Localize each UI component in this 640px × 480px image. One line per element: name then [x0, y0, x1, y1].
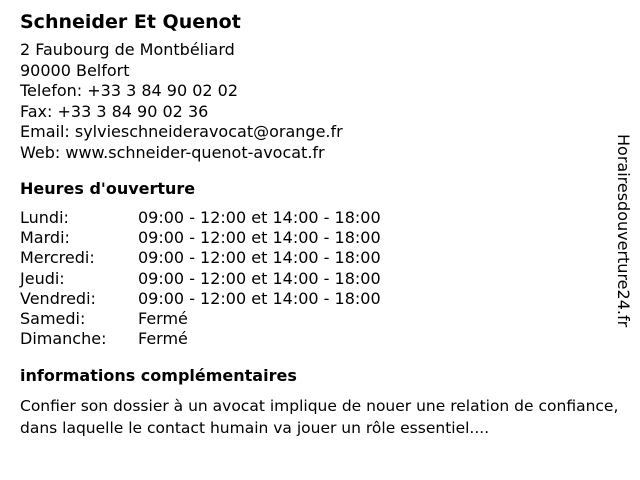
address-line-1: 2 Faubourg de Montbéliard [20, 40, 235, 59]
address-line-2: 90000 Belfort [20, 60, 130, 80]
day-label: Vendredi: [20, 288, 96, 308]
hours-row-sunday [20, 329, 620, 349]
day-hours: 09:00 - 12:00 et 14:00 - 18:00 [138, 288, 381, 308]
day-hours: Fermé [138, 309, 188, 329]
fax-text: Fax: +33 3 84 90 02 36 [20, 101, 209, 121]
day-label: Samedi: [20, 309, 86, 329]
watermark-text: Horairesdouverture24.fr [614, 134, 633, 328]
day-label: Lundi: [20, 208, 69, 227]
hours-row-thursday [20, 269, 620, 289]
day-hours: 09:00 - 12:00 et 14:00 - 18:00 [138, 248, 381, 268]
business-name: Schneider Et Quenot [20, 11, 241, 33]
contact-block [20, 40, 620, 163]
hours-row-tuesday [20, 228, 620, 248]
day-hours: 09:00 - 12:00 et 14:00 - 18:00 [138, 228, 381, 248]
day-hours: 09:00 - 12:00 et 14:00 - 18:00 [138, 268, 381, 288]
email-text: Email: sylvieschneideravocat@orange.fr [20, 122, 343, 141]
day-label: Dimanche: [20, 329, 107, 349]
info-description: Confier son dossier à un avocat implique de nouer une relation de confiance, dans laquelle le contact humain va jouer un rôle essentiel.... [20, 397, 619, 438]
day-label: Mardi: [20, 228, 70, 248]
hours-row-wednesday [20, 248, 620, 268]
day-hours: 09:00 - 12:00 et 14:00 - 18:00 [138, 208, 381, 227]
hours-row-friday [20, 289, 620, 309]
hours-row-saturday [20, 309, 620, 329]
web-text: Web: www.schneider-quenot-avocat.fr [20, 142, 325, 162]
hours-row-monday [20, 208, 620, 228]
day-label: Jeudi: [20, 268, 65, 288]
hours-heading: Heures d'ouverture [20, 179, 196, 198]
business-card [20, 8, 620, 439]
day-hours: Fermé [138, 329, 188, 349]
hours-table [20, 208, 620, 349]
phone-text: Telefon: +33 3 84 90 02 02 [20, 81, 239, 100]
day-label: Mercredi: [20, 248, 95, 268]
info-heading: informations complémentaires [20, 366, 297, 386]
